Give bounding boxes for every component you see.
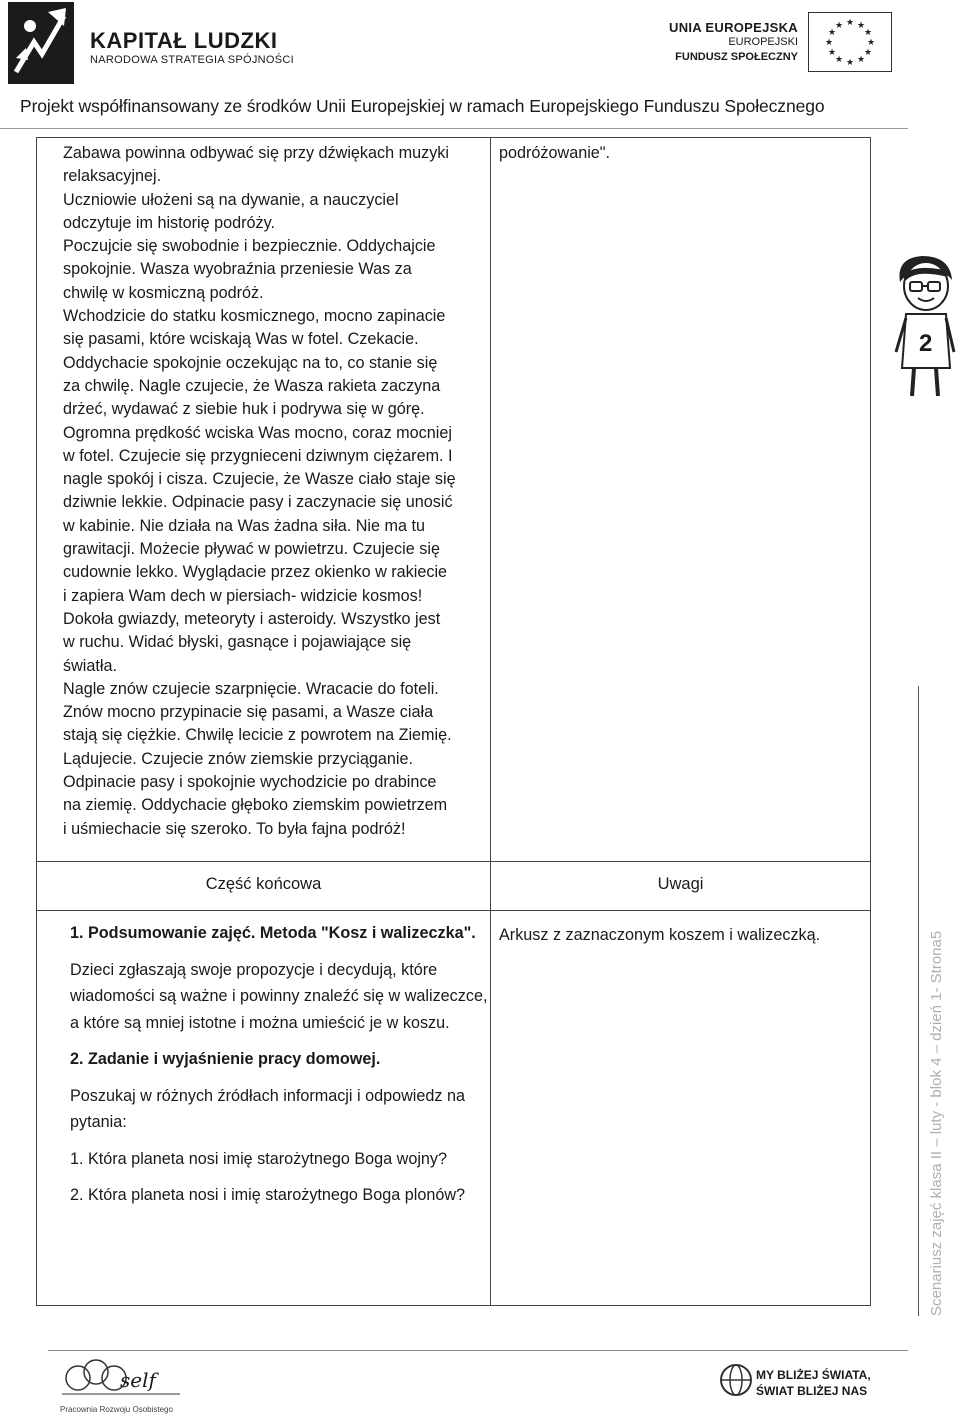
svg-text:★: ★	[856, 21, 866, 31]
homework-title: 2. Zadanie i wyjaśnienie pracy domowej.	[70, 1050, 381, 1068]
story-cell	[36, 137, 491, 862]
svg-text:★: ★	[845, 58, 855, 68]
story-line: stają się ciężkie. Chwilę lecicie z powrotem na Ziemię.	[63, 726, 452, 745]
story-line: Dokoła gwiazdy, meteoryty i asteroidy. Wszystko jest	[63, 609, 441, 628]
story-line: Lądujecie. Czujecie znów ziemskie przyciąganie.	[63, 749, 413, 768]
story-notes-text: podróżowanie".	[499, 144, 611, 162]
svg-text:★: ★	[824, 38, 834, 48]
side-divider	[918, 686, 919, 1316]
story-line: dziwnie lekkie. Odpinacie pasy i zaczynacie się unosić	[63, 493, 453, 512]
svg-text:★: ★	[827, 28, 837, 38]
svg-text:★: ★	[863, 48, 873, 58]
story-line: Ogromna prędkość wciska Was mocno, coraz mocniej	[63, 423, 452, 442]
story-line: Znów mocno przypinacie się pasami, a Wasze ciała	[63, 703, 434, 722]
kapital-ludzki-subtitle: NARODOWA STRATEGIA SPÓJNOŚCI	[90, 54, 294, 66]
svg-text:★: ★	[845, 18, 855, 28]
svg-text:★: ★	[866, 38, 876, 48]
story-line: Uczniowie ułożeni są na dywanie, a nauczyciel	[63, 190, 399, 209]
story-line: w fotel. Czujecie się przygnieceni dziwnym ciężarem. I	[63, 446, 453, 465]
svg-text:★: ★	[834, 21, 844, 31]
story-line: i uśmiechacie się szeroko. To była fajna podróż!	[63, 819, 406, 838]
svg-text:★: ★	[863, 28, 873, 38]
homework-text: Poszukaj w różnych źródłach informacji i odpowiedz na pytania:	[70, 1086, 465, 1131]
eu-label-line1: UNIA EUROPEJSKA	[669, 20, 798, 35]
slogan-line-1: MY BLIŻEJ ŚWIATA,	[756, 1368, 871, 1382]
page-footer-vertical-label: Scenariusz zajęć klasa II – luty - blok 4 – dzień 1- Strona5	[928, 930, 945, 1316]
svg-text:★: ★	[834, 55, 844, 65]
project-cofinancing-line: Projekt współfinansowany ze środków Unii Europejskiej w ramach Europejskiego Funduszu Społecznego	[20, 96, 825, 116]
eu-label-line2: EUROPEJSKI	[728, 36, 798, 48]
final-header-cell	[36, 861, 491, 911]
self-logo-text: self	[120, 1368, 156, 1392]
story-line: grawitacji. Możecie pływać w powietrzu. Czujecie się	[63, 540, 440, 559]
story-line: nagle spokój i cisza. Czujecie, że Wasze ciało staje się	[63, 470, 456, 489]
story-line: się pasami, które wciskają Was w fotel. Czekacie.	[63, 330, 419, 349]
final-section-heading: Część końcowa	[205, 875, 322, 893]
slogan-line-2: ŚWIAT BLIŻEJ NAS	[756, 1384, 868, 1398]
story-line: drżeć, wydawać z siebie huk i podrywa się w górę.	[63, 400, 425, 419]
story-line: Zabawa powinna odbywać się przy dźwiękach muzyki	[63, 144, 449, 162]
final-body-text	[70, 920, 488, 1209]
footer-divider	[48, 1350, 908, 1351]
eu-label	[669, 20, 798, 65]
globe-icon	[718, 1362, 754, 1398]
story-text	[63, 142, 456, 841]
story-line: Nagle znów czujecie szarpnięcie. Wracacie do foteli.	[63, 679, 439, 698]
mascot-badge-number: 2	[919, 330, 933, 357]
story-line: Oddychacie spokojnie oczekując na to, co stanie się	[63, 353, 438, 372]
final-notes-text: Arkusz z zaznaczonym koszem i walizeczką.	[499, 926, 821, 944]
svg-text:★: ★	[856, 55, 866, 65]
question-2: 2. Która planeta nosi i imię starożytnego Boga plonów?	[70, 1186, 466, 1204]
notes-header-cell	[490, 861, 871, 911]
story-line: Poczujcie się swobodnie i bezpiecznie. Oddychajcie	[63, 237, 436, 256]
slogan	[756, 1367, 871, 1399]
eu-label-line3: FUNDUSZ SPOŁECZNY	[675, 51, 798, 63]
story-line: cudownie lekko. Wyglądacie przez okienko w rakiecie	[63, 563, 448, 582]
kapital-ludzki-logo-icon	[8, 2, 78, 86]
mascot-figure-icon	[892, 252, 958, 402]
svg-text:★: ★	[827, 48, 837, 58]
story-line: Odpinacie pasy i spokojnie wychodzicie po drabince	[63, 773, 437, 792]
final-body-cell	[36, 910, 491, 1306]
summary-text: Dzieci zgłaszają swoje propozycje i decydują, które wiadomości są ważne i powinny znaleźć się w walizeczce, a które są mniej istotne i można umieścić je w koszu.	[70, 960, 488, 1032]
notes-heading: Uwagi	[657, 875, 704, 893]
story-line: odczytuje im historię podróży.	[63, 213, 276, 232]
eu-flag-icon	[808, 12, 892, 72]
story-notes-cell	[490, 137, 871, 862]
final-notes-cell	[490, 910, 871, 1306]
story-line: w ruchu. Widać błyski, gasnące i pojawiające się	[63, 633, 412, 652]
story-line: i zapiera Wam dech w piersiach- widzicie kosmos!	[63, 586, 423, 605]
story-line: relaksacyjnej.	[63, 167, 162, 186]
story-line: światła.	[63, 656, 117, 675]
story-line: chwilę w kosmiczną podróż.	[63, 283, 264, 302]
kapital-ludzki-title: KAPITAŁ LUDZKI	[90, 28, 278, 53]
summary-title: 1. Podsumowanie zajęć. Metoda "Kosz i walizeczka".	[70, 924, 476, 942]
self-caption: Pracownia Rozwoju Osobistego	[60, 1405, 173, 1414]
story-line: w kabinie. Nie działa na Was żadna siła. Nie ma tu	[63, 516, 425, 535]
question-1: 1. Która planeta nosi imię starożytnego Boga wojny?	[70, 1149, 448, 1168]
story-line: na ziemię. Oddychacie głęboko ziemskim powietrzem	[63, 796, 448, 815]
story-line: spokojnie. Wasza wyobraźnia przeniesie Was za	[63, 260, 412, 279]
story-line: za chwilę. Nagle czujecie, że Wasza rakieta zaczyna	[63, 376, 441, 395]
story-line: Wchodzicie do statku kosmicznego, mocno zapinacie	[63, 307, 446, 326]
header-divider	[0, 128, 908, 129]
